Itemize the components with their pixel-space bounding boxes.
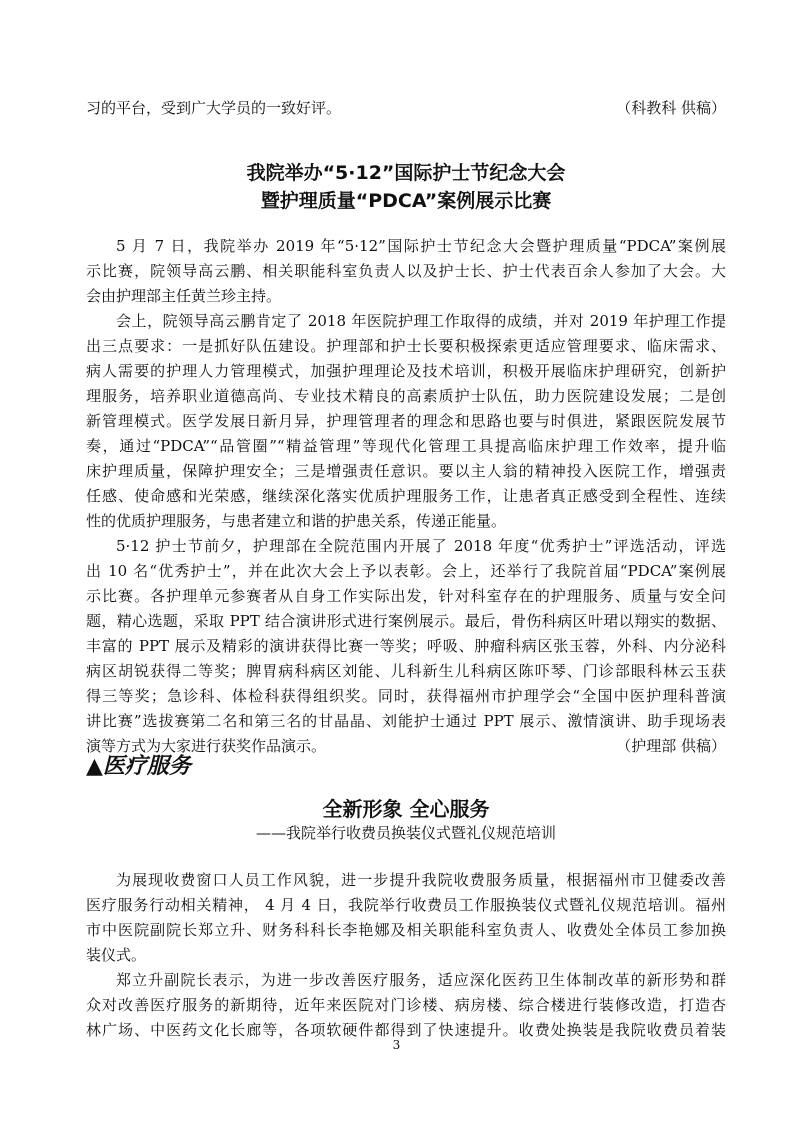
- article-title-line1: 我院举办“5·12”国际护士节纪念大会: [246, 162, 566, 184]
- text-line: 奏，通过“PDCA”“品管圈”“精益管理”等现代化管理工具提高临床护理工作效率，提升临: [86, 437, 726, 455]
- text-line: 医疗服务行动相关精神， 4 月 4 日，我院举行收费员工作服换装仪式暨礼仪规范培训。福州: [86, 896, 726, 914]
- continued-line: [86, 96, 726, 120]
- text-line: 出三点要求：一是抓好队伍建设。护理部和护士长要积极探索更适应管理要求、临床需求、: [86, 337, 726, 355]
- source-credit: （科教科 供稿）: [616, 99, 726, 117]
- text-line: 丰富的 PPT 展示及精彩的演讲获得比赛一等奖；呼吸、肿瘤科病区张玉蓉，外科、内分泌科: [86, 637, 726, 655]
- triangle-marker-icon: ▲: [86, 754, 103, 779]
- text-line: 讲比赛”选拔赛第二名和第三名的甘晶晶、刘能护士通过 PPT 展示、激情演讲、助手现场表: [86, 712, 726, 730]
- text-line: 床护理质量，保障护理安全；三是增强责任意识。要以主人翁的精神投入医院工作，增强责: [86, 462, 726, 480]
- text-line: 得三等奖；急诊科、体检科获得组织奖。同时，获得福州市护理学会“全国中医护理科普演: [86, 687, 726, 705]
- text-line: 会由护理部主任黄兰珍主持。: [86, 287, 282, 305]
- page-number: 3: [392, 1038, 401, 1052]
- section-title: 医疗服务: [102, 754, 191, 779]
- text-line: 示比赛，院领导高云鹏、相关职能科室负责人以及护士长、护士代表百余人参加了大会。大: [86, 262, 726, 280]
- text-line: 示比赛。各护理单元参赛者从自身工作实际出发，针对科室存在的护理服务、质量与安全问: [86, 587, 726, 605]
- text-line: 新管理模式。医学发展日新月异，护理管理者的理念和思路也要与时俱进，紧跟医院发展节: [86, 412, 726, 430]
- text-line: 5·12 护士节前夕，护理部在全院范围内开展了 2018 年度“优秀护士”评选活动，评选: [116, 537, 726, 555]
- text-line: 为展现收费窗口人员工作风貌，进一步提升我院收费服务质量，根据福州市卫健委改善: [116, 871, 726, 889]
- text-line: 林广场、中医药文化长廊等，各项软硬件都得到了快速提升。收费处换装是我院收费员着装: [86, 1021, 726, 1039]
- text-line: 性的优质护理服务，与患者建立和谐的护患关系，传递正能量。: [86, 512, 507, 530]
- text-line: 出 10 名“优秀护士”，并在此次大会上予以表彰。会上，还举行了我院首届“PDCA”案例展: [86, 562, 726, 580]
- article2-paragraph-1: [86, 868, 726, 968]
- article2-paragraph-2: [86, 968, 726, 1043]
- text-line: 众对改善医疗服务的新期待，近年来医院对门诊楼、病房楼、综合楼进行装修改造，打造杏: [86, 996, 726, 1014]
- text-line: 病区胡锐获得二等奖；脾胃病科病区刘能、儿科新生儿科病区陈吓琴、门诊部眼科林云玉获: [86, 662, 726, 680]
- source-credit: （护理部 供稿）: [616, 737, 726, 755]
- text-line: 市中医院副院长郑立升、财务科科长李艳娜及相关职能科室负责人、收费处全体员工参加换: [86, 921, 726, 939]
- article1-paragraph-3: [86, 534, 726, 759]
- text-line: 病人需要的护理人力管理模式，加强护理理论及技术培训，积极开展临床护理研究，创新护: [86, 362, 726, 380]
- section-heading: [86, 752, 191, 782]
- article2-subtitle: ——我院举行收费员换装仪式暨礼仪规范培训: [255, 824, 556, 842]
- text-line: 题，精心选题，采取 PPT 结合演讲形式进行案例展示。最后，骨伤科病区叶珺以翔实的数据、: [86, 612, 726, 630]
- text-line: 郑立升副院长表示，为进一步改善医疗服务，适应深化医药卫生体制改革的新形势和群: [116, 971, 726, 989]
- text-line: 理服务，培养职业道德高尚、专业技术精良的高素质护士队伍，助力医院建设发展；二是创: [86, 387, 726, 405]
- article1-paragraph-2: [86, 309, 726, 534]
- text-line: 会上，院领导高云鹏肯定了 2018 年医院护理工作取得的成绩，并对 2019 年护理工作提: [116, 312, 726, 330]
- text-line: 5 月 7 日，我院举办 2019 年“5·12”国际护士节纪念大会暨护理质量“PDCA”案例展: [116, 237, 726, 255]
- article2-title: 全新形象 全心服务: [322, 797, 490, 821]
- article-title-line2: 暨护理质量“PDCA”案例展示比赛: [260, 190, 552, 212]
- text-line: 装仪式。: [86, 946, 147, 964]
- article1-paragraph-1: [86, 234, 726, 309]
- text-line: 任感、使命感和光荣感，继续深化落实优质护理服务工作，让患者真正感受到全程性、连续: [86, 487, 726, 505]
- text-line: 演等方式为大家进行获奖作品演示。: [86, 737, 327, 755]
- continued-text: 习的平台，受到广大学员的一致好评。: [86, 99, 342, 117]
